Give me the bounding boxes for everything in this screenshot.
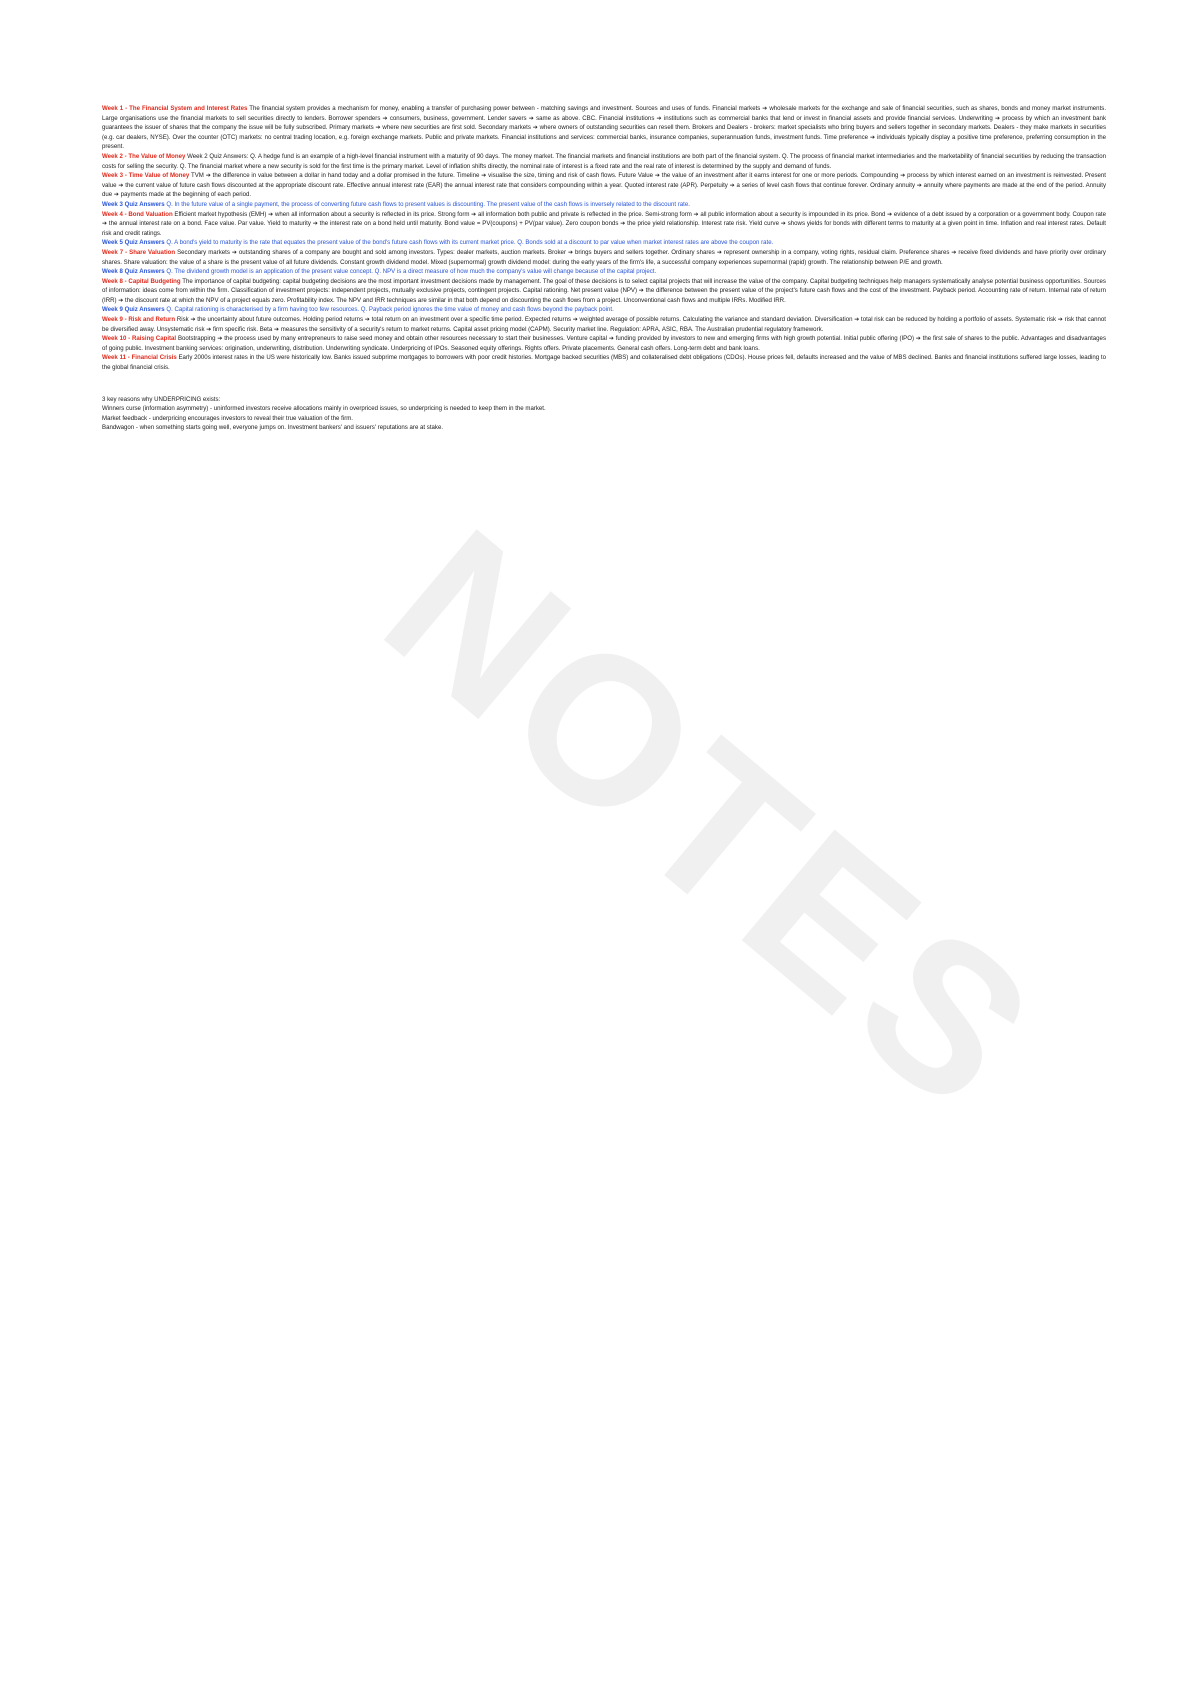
section-0 [102, 104, 1106, 152]
section-title: Week 5 Quiz Answers [102, 239, 165, 247]
section-body: Risk ➔ the uncertainty about future outcomes. Holding period returns ➔ total return on an investment over a specific time period. Expected returns ➔ weighted average of possible returns. Calculating the variance and standard deviation. Diversification ➔ total risk can be reduced by holding a portfolio of assets. Systematic risk ➔ risk that cannot be diversified away. Unsystematic risk ➔ firm specific risk. Beta ➔ measures the sensitivity of a security's return to market returns. Capital asset pricing model (CAPM). Security market line. Regulation: APRA, ASIC, RBA. The Australian prudential regulatory framework. [102, 316, 1106, 333]
section-body: The importance of capital budgeting: capital budgeting decisions are the most important investment decisions made by management. The goal of these decisions is to select capital projects that will increase the value of the company. Capital budgeting techniques help managers systematically analyse potential business opportunities. Sources of information: ideas come from within the firm. Classification of investment projects: independent projects, mutually exclusive projects, contingent projects. Capital rationing. Net present value (NPV) ➔ the difference between the present value of the project's future cash flows and the cost of the investment. Payback period. Accounting rate of return. Internal rate of return (IRR) ➔ the discount rate at which the NPV of a project equals zero. Profitability index. The NPV and IRR techniques are similar in that both depend on discounting the cash flows from a project. Unconventional cash flows and multiple IRRs. Modified IRR. [102, 277, 1106, 304]
note-line: Bandwagon - when something starts going well, everyone jumps on. Investment bankers' and issuers' reputations are at stake. [102, 424, 444, 432]
section-body: Q. In the future value of a single payment, the process of converting future cash flows to present values is discounting. The present value of the cash flows is inversely related to the discount rate. [166, 200, 690, 208]
section-title: Week 9 - Risk and Return [102, 316, 176, 324]
section-10 [102, 315, 1106, 334]
note-line: 3 key reasons why UNDERPRICING exists: [102, 395, 221, 403]
document-page [102, 104, 1106, 433]
notes-block [102, 395, 1106, 433]
note-line: Winners curse (information asymmetry) - uninformed investors receive allocations mainly in overpriced issues, so underpricing is needed to keep them in the market. [102, 405, 546, 413]
section-title: Week 8 - Capital Budgeting [102, 277, 181, 285]
section-12 [102, 353, 1106, 372]
section-5 [102, 238, 1106, 248]
section-9 [102, 305, 1106, 315]
section-title: Week 3 - Time Value of Money [102, 172, 190, 180]
section-title: Week 9 Quiz Answers [102, 306, 165, 314]
section-title: Week 2 - The Value of Money [102, 152, 186, 160]
section-8 [102, 277, 1106, 306]
section-6 [102, 248, 1106, 267]
section-title: Week 1 - The Financial System and Interest Rates [102, 105, 248, 112]
section-1 [102, 152, 1106, 171]
section-title: Week 8 Quiz Answers [102, 268, 165, 276]
section-body: Q. Capital rationing is characterised by a firm having too few resources. Q. Payback period ignores the time value of money and cash flows beyond the payback point. [166, 306, 614, 314]
section-body: Q. The dividend growth model is an application of the present value concept. Q. NPV is a direct measure of how much the company's value will change because of the capital project. [166, 268, 657, 276]
section-body: The financial system provides a mechanism for money, enabling a transfer of purchasing power between - matching savings and investment. Sources and uses of funds. Financial markets ➔ wholesale markets for the exchange and sale of financial securities, such as shares, bonds and money market instruments. Large organisations use the financial markets to sell securities directly to lenders. Borrower spenders ➔ consumers, business, government. Lender savers ➔ same as above. CBC. Financial institutions ➔ institutions such as commercial banks that lend or invest in financial assets and provide financial services. Underwriting ➔ process by which an investment bank guarantees the issuer of shares that the company the issue will be fully subscribed. Primary markets ➔ where new securities are first sold. Secondary markets ➔ where owners of outstanding securities can resell them. Brokers and Dealers - brokers: market specialists who bring buyers and sellers together in secondary markets. Dealers - they make markets in securities (e.g. car dealers, NYSE). Over the counter (OTC) markets: no central trading location, e.g. foreign exchange markets. Public and private markets. Financial institutions and services: commercial banks, insurance companies, superannuation funds, investment funds. Time preference ➔ individuals typically display a positive time preference, preferring consumption in the present. [102, 105, 1107, 151]
section-title: Week 4 - Bond Valuation [102, 210, 173, 218]
section-body: Efficient market hypothesis (EMH) ➔ when all information about a security is reflected in its price. Strong form ➔ all information both public and private is reflected in the price. Semi-strong form ➔ all public information about a security is impounded in its price. Bond ➔ evidence of a debt issued by a corporation or a government body. Coupon rate ➔ the annual interest rate on a bond. Face value. Par value. Yield to maturity ➔ the interest rate on a bond held until maturity. Bond value = PV(coupons) + PV(par value). Zero coupon bonds ➔ the price yield relationship. Interest rate risk. Yield curve ➔ shows yields for bonds with different terms to maturity at a given point in time. Inflation and real interest rates. Default risk and credit ratings. [102, 210, 1106, 237]
watermark: NOTES [344, 485, 1080, 1156]
section-3 [102, 200, 1106, 210]
section-title: Week 7 - Share Valuation [102, 248, 176, 256]
section-title: Week 3 Quiz Answers [102, 200, 165, 208]
section-2 [102, 171, 1106, 200]
section-body: Q. A bond's yield to maturity is the rate that equates the present value of the bond's future cash flows with its current market price. Q. Bonds sold at a discount to par value when market interest rates are above the coupon rate. [166, 239, 774, 247]
section-body: TVM ➔ the difference in value between a dollar in hand today and a dollar promised in the future. Timeline ➔ visualise the size, timing and risk of cash flows. Future Value ➔ the value of an investment after it earns interest for one or more periods. Compounding ➔ process by which interest earned on an investment is reinvested. Present value ➔ the current value of future cash flows discounted at the appropriate discount rate. Effective annual interest rate (EAR) the annual interest rate that considers compounding within a year. Quoted interest rate (APR). Perpetuity ➔ a series of level cash flows that continue forever. Ordinary annuity ➔ annuity where payments are made at the end of the period. Annuity due ➔ payments made at the beginning of each period. [102, 172, 1106, 199]
section-11 [102, 334, 1106, 353]
section-body: Bootstrapping ➔ the process used by many entrepreneurs to raise seed money and obtain other resources necessary to start their businesses. Venture capital ➔ funding provided by investors to new and emerging firms with high growth potential. Initial public offering (IPO) ➔ the first sale of shares to the public. Advantages and disadvantages of going public. Investment banking services: origination, underwriting, distribution. Underwriting syndicate. Underpricing of IPOs. Seasoned equity offerings. Rights offers. Private placements. General cash offers. Long-term debt and bank loans. [102, 335, 1106, 352]
section-body: Early 2000s interest rates in the US were historically low. Banks issued subprime mortgages to borrowers with poor credit histories. Mortgage backed securities (MBS) and collateralised debt obligations (CDOs). House prices fell, defaults increased and the value of MBS declined. Banks and financial institutions suffered large losses, leading to the global financial crisis. [102, 354, 1106, 372]
section-4 [102, 210, 1106, 239]
section-title: Week 10 - Raising Capital [102, 335, 177, 343]
section-title: Week 11 - Financial Crisis [102, 354, 177, 362]
section-body: Secondary markets ➔ outstanding shares of a company are bought and sold among investors. Types: dealer markets, auction markets. Broker ➔ brings buyers and sellers together. Ordinary shares ➔ represent ownership in a company, voting rights, residual claim. Preference shares ➔ receive fixed dividends and have priority over ordinary shares. Share valuation: the value of a share is the present value of all future dividends. Constant growth dividend model. Mixed (supernormal) growth dividend model: during the early years of the firm's life, a successful company experiences supernormal (rapid) growth. The relationship between P/E and growth. [102, 248, 1106, 266]
section-7 [102, 267, 1106, 277]
section-body: Week 2 Quiz Answers: Q. A hedge fund is an example of a high-level financial instrument with a maturity of 90 days. The money market. The financial markets and financial institutions are both part of the financial system. Q. The process of financial market intermediaries and the marketability of financial securities by reducing the transaction costs for selling the security. Q. The financial market where a new security is sold for the first time is the primary market. Level of inflation shifts directly, the nominal rate of interest is a fixed rate and the real rate of interest is determined by the supply and demand of funds. [102, 152, 1106, 170]
note-line: Market feedback - underpricing encourages investors to reveal their true valuation of the firm. [102, 414, 353, 422]
